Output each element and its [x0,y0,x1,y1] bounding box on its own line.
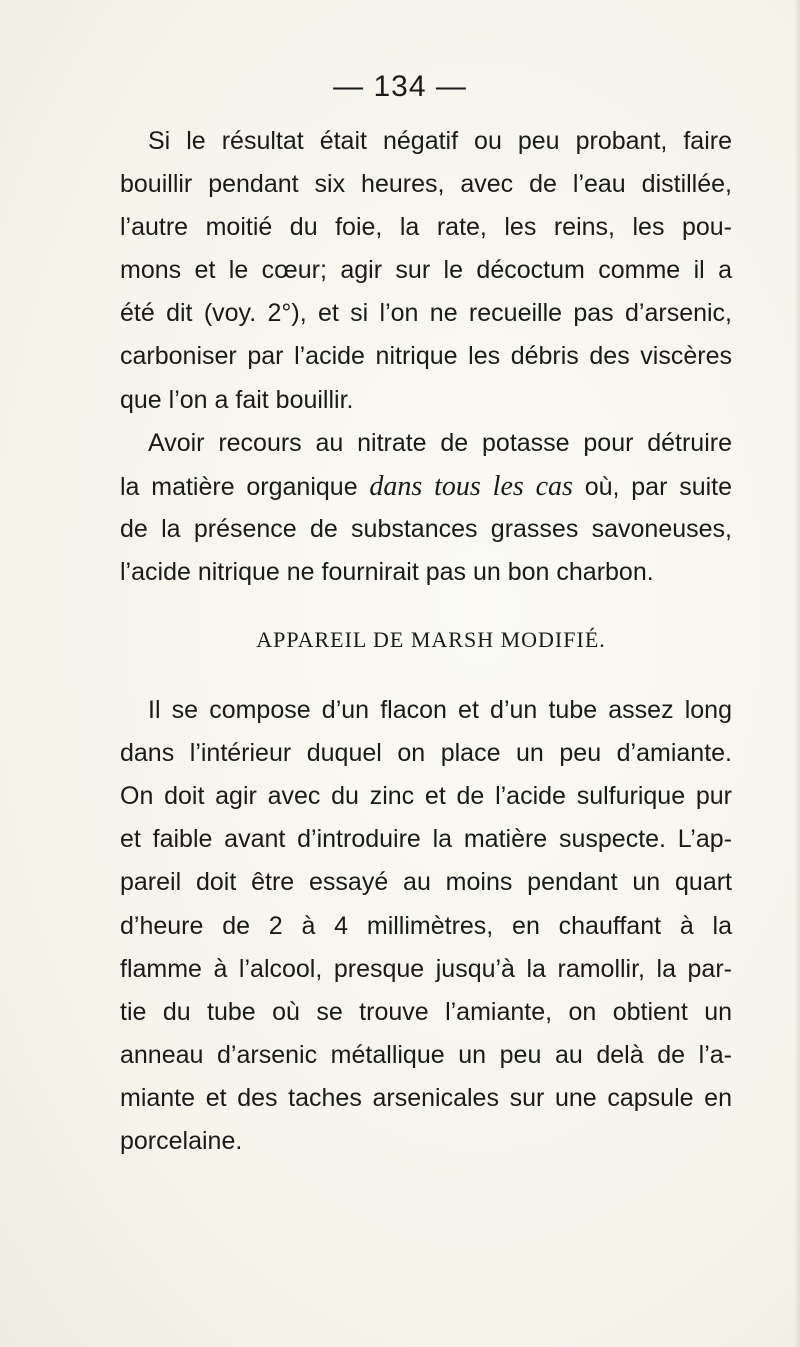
paragraph-line: et faible avant d’introduire la matière suspecte. L’ap- [120,825,732,854]
paragraph-line: que l’on a fait bouillir. [120,385,354,414]
paragraph-1 [120,120,732,422]
paragraph-line: l’autre moitié du foie, la rate, les reins, les pou- [120,213,732,242]
paragraph-line: de la présence de substances grasses savoneuses, [120,514,732,543]
paragraph-line: mons et le cœur; agir sur le décoctum comme il a [120,256,732,285]
paragraph-line: bouillir pendant six heures, avec de l’eau distillée, [120,170,732,199]
page-number: — 134 — [333,70,467,103]
paragraph-line: Il se compose d’un flacon et d’un tube assez long [148,696,732,725]
section-heading: APPAREIL DE MARSH MODIFIÉ. [256,627,606,653]
paragraph-line: porcelaine. [120,1126,243,1155]
paragraph-line: anneau d’arsenic métallique un peu au delà de l’a- [120,1040,732,1069]
paragraph-line: pareil doit être essayé au moins pendant un quart [120,868,732,897]
paragraph-line: tie du tube où se trouve l’amiante, on obtient un [120,997,732,1026]
spacer [120,675,732,689]
paragraph-line: Si le résultat était négatif ou peu probant, faire [148,127,732,155]
paragraph-line: flamme à l’alcool, presque jusqu’à la ramollir, la par- [120,954,732,983]
paragraph-3 [120,689,732,1163]
paragraph-line: On doit agir avec du zinc et de l’acide sulfurique pur [120,782,732,811]
paragraph-line: miante et des taches arsenicales sur une capsule en [120,1083,732,1112]
paragraph-line: d’heure de 2 à 4 millimètres, en chauffant à la [120,911,732,940]
text-run: la matière organique [120,472,370,501]
text-run: où, par suite [572,472,732,501]
paragraph-line: été dit (voy. 2°), et si l’on ne recueille pas d’arsenic, [120,299,732,328]
paragraph-line: Avoir recours au nitrate de potasse pour détruire [148,428,732,457]
paragraph-line: l’acide nitrique ne fournirait pas un bon charbon. [120,557,654,586]
paragraph-line-mixed [120,465,732,508]
paragraph-line: dans l’intérieur duquel on place un peu d’amiante. [120,739,732,768]
paragraph-2 [120,422,732,594]
paragraph-line: carboniser par l’acide nitrique les débris des viscères [120,342,732,371]
page-edge-shadow [794,0,800,1347]
page-body [120,120,732,1163]
emphasis-text: dans tous les cas [369,470,573,502]
